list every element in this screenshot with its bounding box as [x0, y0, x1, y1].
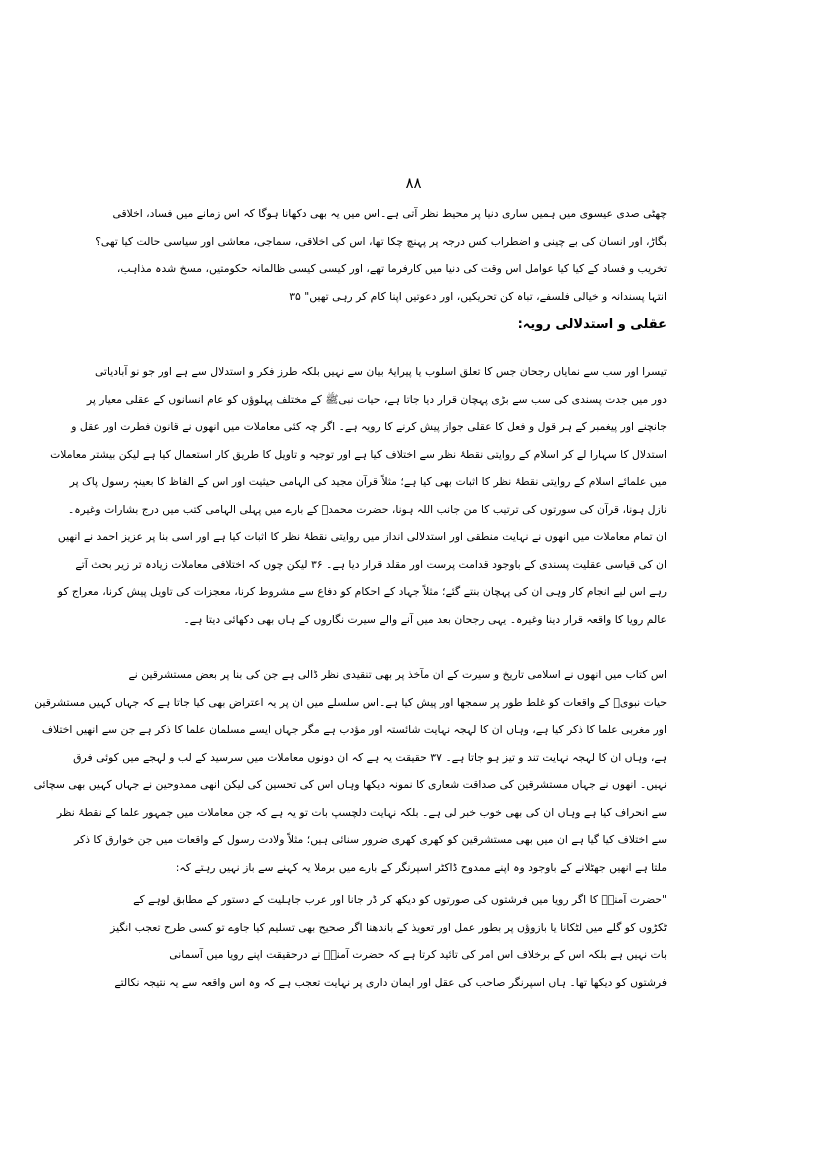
block-quote: [110, 886, 667, 996]
paragraph-3: [33, 661, 667, 881]
paragraph-line: چھٹی صدی عیسوی میں ہمیں ساری دنیا پر محیط نظر آتی ہے۔اس میں یہ بھی دکھانا ہوگا کہ اس زمانے میں فساد، اخلاقی: [112, 207, 667, 220]
paragraph-line: میں علمائے اسلام کے روایتی نقطۂ نظر کا اثبات بھی کیا ہے؛ مثلاً قرآن مجید کی الہامی حیثیت اور اس کے الفاظ کا بعینہٖ رسول پاک پر: [69, 475, 667, 488]
paragraph-line: جانچنے اور پیغمبر کے ہر قول و فعل کا عقلی جواز پیش کرنے کا رویہ ہے۔ اگر چہ کئی معاملات میں انھوں نے قانون فطرت اور عقل و: [71, 420, 667, 433]
paragraph-line: بگاڑ، اور انسان کی بے چینی و اضطراب کس درجہ پر پہنچ چکا تھا، اس کی اخلاقی، سماجی، معاشی اور سیاسی حالت کیا تھی؟: [95, 234, 667, 248]
paragraph-line: ان تمام معاملات میں انھوں نے نہایت منطقی اور استدلالی انداز میں روایتی نقطۂ نظر کا اثبات کیا ہے اور اسی بنا پر عزیز احمد نے انھیں: [57, 530, 667, 543]
section-heading: عقلی و استدلالی رویہ:: [517, 317, 667, 332]
quote-line: ٹکڑوں کو گلے میں لٹکانا یا بازوؤں پر بطور عمل اور تعویذ کے باندھنا اگر صحیح بھی تسلیم کیا جاوے تو کسی طرح تعجب انگیز: [110, 920, 667, 934]
paragraph-line: اس کتاب میں انھوں نے اسلامی تاریخ و سیرت کے ان مآخذ پر بھی تنقیدی نظر ڈالی ہے جن کی بنا پر بعض مستشرقین نے: [128, 668, 667, 681]
paragraph-line: استدلال کا سہارا لے کر اسلام کے روایتی نقطۂ نظر سے اختلاف کیا ہے اور توجیہ و تاویل کا طریق کار استعمال کیا ہے لیکن بیشتر معاملات: [50, 447, 667, 461]
page-number: ۸۸: [405, 174, 422, 192]
paragraph-line: سے انحراف کیا ہے وہاں ان کی بھی خوب خبر لی ہے۔ بلکہ نہایت دلچسپ بات تو یہ ہے کہ جن معاملات میں جمہور علما کے نقطۂ نظر: [56, 805, 667, 819]
paragraph-line: دور میں جدت پسندی کی سب سے بڑی پہچان قرار دیا جاتا ہے، حیات نبیﷺ کے مختلف پہلوؤں کو عام انسانوں کے عقلی معیار پر: [86, 392, 667, 406]
paragraph-line: رہے اس لیے انجام کار وہی ان کی پہچان بنتے گئے؛ مثلاً جہاد کے احکام کو دفاع سے مشروط کرنا، معجزات کی تاویل پیش کرنا، معراج کو: [57, 585, 667, 598]
paragraph-line: حیات نبویؐ کے واقعات کو غلط طور پر سمجھا اور پیش کیا ہے۔اس سلسلے میں ان پر یہ اعتراض بھی کیا جاتا ہے کہ جہاں کہیں مستشرقین: [34, 695, 667, 709]
quote-line: فرشتوں کو دیکھا تھا۔ ہاں اسپرنگر صاحب کی عقل اور ایمان داری پر نہایت تعجب ہے کہ وہ اس واقعہ سے یہ نتیجہ نکالتے: [114, 975, 667, 989]
paragraph-2: [50, 358, 667, 633]
paragraph-line: نازل ہونا، قرآن کی سورتوں کی ترتیب کا من جانب اللہ ہونا، حضرت محمدؐ کے بارے میں پہلی الہامی کتب میں درج بشارات وغیرہ۔: [67, 502, 667, 516]
paragraph-line: ان کی قیاسی عقلیت پسندی کے باوجود قدامت پرست اور مقلد قرار دیا ہے۔ ۳۶ لیکن چوں کہ اختلافی معاملات زیادہ تر زیر بحث آتے: [75, 557, 667, 571]
paragraph-line: تیسرا اور سب سے نمایاں رجحان جس کا تعلق اسلوب یا پیرایۂ بیان سے نہیں بلکہ طرز فکر و استدلال سے ہے اور جو نو آبادیاتی: [94, 365, 667, 378]
paragraph-line: نہیں۔ انھوں نے جہاں مستشرقین کی صداقت شعاری کا نمونہ دیکھا وہاں اس کی تحسین کی لیکن انھی ممدوحین نے جہاں کہیں بھی سچائی: [33, 778, 667, 791]
paragraph-line: عالم رویا کا واقعہ قرار دینا وغیرہ۔ یہی رجحان بعد میں آنے والے سیرت نگاروں کے ہاں بھی دکھائی دیتا ہے۔: [183, 612, 667, 626]
paragraph-line: انتہا پسندانہ و خیالی فلسفے، تباہ کن تحریکیں، اور دعوتیں اپنا کام کر رہی تھیں" ۳۵: [289, 289, 667, 303]
paragraph-line: ملتا ہے انھیں جھٹلانے کے باوجود وہ اپنے ممدوح ڈاکٹر اسپرنگر کے بارے میں برملا یہ کہنے سے باز نہیں رہتے کہ:: [175, 860, 667, 874]
paragraph-line: ہے، وہاں ان کا لہجہ نہایت تند و تیز ہو جاتا ہے۔ ۳۷ حقیقت یہ ہے کہ ان دونوں معاملات میں سرسید کے لب و لہجے میں کوئی فرق: [73, 750, 667, 764]
paragraph-line: تخریب و فساد کے کیا کیا عوامل اس وقت کی دنیا میں کارفرما تھے، اور کیسی کیسی ظالمانہ حکومتیں، مسخ شدہ مذاہب،: [116, 262, 667, 275]
intro-paragraph: [95, 200, 667, 310]
quote-line: "حضرت آمنہؓ کا اگر رویا میں فرشتوں کی صورتوں کو دیکھ کر ڈر جانا اور عرب جاہلیت کے دستور کے مطابق لوہے کے: [133, 893, 667, 906]
quote-line: بات نہیں ہے بلکہ اس کے برخلاف اس امر کی تائید کرتا ہے کہ حضرت آمنہؓ نے درحقیقت اپنے رویا میں آسمانی: [169, 948, 667, 961]
paragraph-line: سے اختلاف کیا گیا ہے ان میں بھی مستشرقین کو کھری کھری ضرور سنائی ہیں؛ مثلاً ولادت رسول کے واقعات میں جن خوارق کا ذکر: [74, 833, 667, 846]
paragraph-line: اور مغربی علما کا ذکر کیا ہے، وہاں ان کا لہجہ نہایت شائستہ اور مؤدب ہے مگر جہاں ایسے مسلمان علما کا ذکر ہے جن سے انھیں اختلاف: [41, 723, 667, 736]
